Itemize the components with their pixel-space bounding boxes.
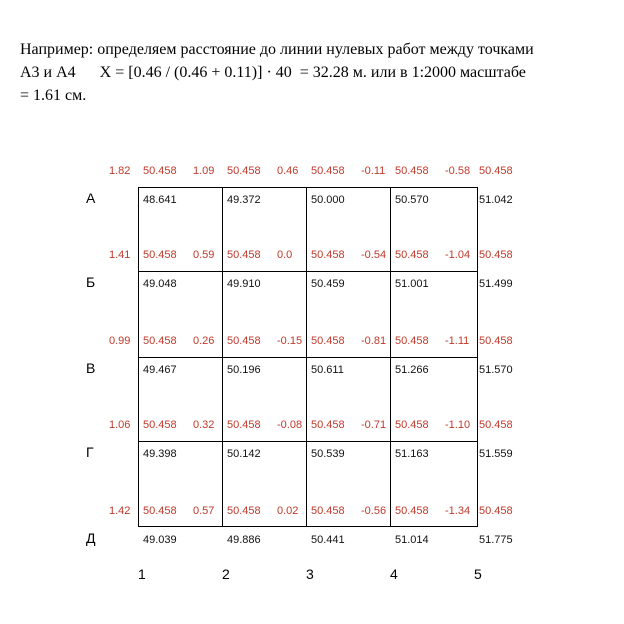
- column-label: 4: [390, 566, 398, 582]
- work-mark: 0.46: [277, 165, 299, 177]
- design-elevation: 50.458: [395, 335, 429, 347]
- ground-mark: 49.886: [227, 534, 261, 546]
- design-elevation: 50.458: [479, 419, 513, 431]
- work-mark: 1.41: [109, 249, 131, 261]
- ground-mark: 51.266: [395, 364, 429, 376]
- ground-mark: 49.467: [143, 364, 177, 376]
- grid-vline: [306, 187, 307, 527]
- design-elevation: 50.458: [143, 249, 177, 261]
- ground-mark: 50.570: [395, 194, 429, 206]
- grid-hline: [138, 357, 478, 358]
- ground-mark: 50.459: [311, 278, 345, 290]
- work-mark: -0.54: [361, 249, 387, 261]
- design-elevation: 50.458: [311, 419, 345, 431]
- design-elevation: 50.458: [479, 335, 513, 347]
- ground-mark: 49.372: [227, 194, 261, 206]
- design-elevation: 50.458: [479, 249, 513, 261]
- work-mark: 1.82: [109, 165, 131, 177]
- design-elevation: 50.458: [311, 335, 345, 347]
- work-mark: 0.02: [277, 505, 299, 517]
- design-elevation: 50.458: [227, 419, 261, 431]
- design-elevation: 50.458: [143, 505, 177, 517]
- design-elevation: 50.458: [227, 165, 261, 177]
- row-label: А: [86, 190, 96, 206]
- design-elevation: 50.458: [143, 165, 177, 177]
- ground-mark: 51.499: [479, 278, 513, 290]
- ground-mark: 50.000: [311, 194, 345, 206]
- ground-mark: 51.775: [479, 534, 513, 546]
- ground-mark: 50.539: [311, 448, 345, 460]
- work-mark: -1.04: [445, 249, 471, 261]
- work-mark: -1.34: [445, 505, 471, 517]
- ground-mark: 49.039: [143, 534, 177, 546]
- work-mark: 0.26: [193, 335, 215, 347]
- ground-mark: 51.570: [479, 364, 513, 376]
- column-label: 5: [474, 566, 482, 582]
- work-mark: -0.08: [277, 419, 303, 431]
- ground-mark: 48.641: [143, 194, 177, 206]
- design-elevation: 50.458: [227, 249, 261, 261]
- row-label: Г: [86, 444, 94, 460]
- work-mark: 1.09: [193, 165, 215, 177]
- header-line-3: = 1.61 см.: [20, 87, 87, 104]
- work-mark: -0.56: [361, 505, 387, 517]
- ground-mark: 50.142: [227, 448, 261, 460]
- work-mark: -0.15: [277, 335, 303, 347]
- column-label: 3: [306, 566, 314, 582]
- grid-hline: [138, 271, 478, 272]
- ground-mark: 50.441: [311, 534, 345, 546]
- design-elevation: 50.458: [395, 249, 429, 261]
- design-elevation: 50.458: [143, 419, 177, 431]
- header-line-1: Например: определяем расстояние до линии нулевых работ между точками: [20, 41, 534, 58]
- ground-mark: 50.611: [311, 364, 344, 376]
- row-label: Б: [86, 274, 96, 290]
- work-mark: 0.57: [193, 505, 215, 517]
- work-mark: -0.81: [361, 335, 387, 347]
- column-label: 1: [138, 566, 146, 582]
- work-mark: -1.11: [445, 335, 470, 347]
- ground-mark: 49.398: [143, 448, 177, 460]
- design-elevation: 50.458: [311, 505, 345, 517]
- ground-mark: 51.559: [479, 448, 513, 460]
- work-mark: 0.99: [109, 335, 131, 347]
- work-mark: -0.11: [361, 165, 386, 177]
- design-elevation: 50.458: [311, 165, 345, 177]
- design-elevation: 50.458: [479, 165, 513, 177]
- work-mark: 0.32: [193, 419, 215, 431]
- ground-mark: 49.048: [143, 278, 177, 290]
- header-line-2: А3 и А4 X = [0.46 / (0.46 + 0.11)] · 40 = 32.28 м. или в 1:2000 масштабе: [20, 64, 526, 81]
- ground-mark: 50.196: [227, 364, 261, 376]
- work-mark: -0.71: [361, 419, 387, 431]
- work-mark: -1.10: [445, 419, 471, 431]
- ground-mark: 51.042: [479, 194, 513, 206]
- grid-vline: [390, 187, 391, 527]
- grid-hline: [138, 441, 478, 442]
- ground-mark: 51.014: [395, 534, 429, 546]
- row-label: В: [86, 360, 96, 376]
- design-elevation: 50.458: [395, 419, 429, 431]
- column-label: 2: [222, 566, 230, 582]
- ground-mark: 51.163: [395, 448, 429, 460]
- work-mark: 0.0: [277, 249, 293, 261]
- ground-mark: 51.001: [395, 278, 429, 290]
- work-mark: 1.06: [109, 419, 131, 431]
- design-elevation: 50.458: [479, 505, 513, 517]
- row-label: Д: [86, 530, 96, 546]
- design-elevation: 50.458: [227, 335, 261, 347]
- design-elevation: 50.458: [311, 249, 345, 261]
- work-mark: 1.42: [109, 505, 131, 517]
- design-elevation: 50.458: [395, 505, 429, 517]
- design-elevation: 50.458: [143, 335, 177, 347]
- design-elevation: 50.458: [227, 505, 261, 517]
- work-mark: 0.59: [193, 249, 215, 261]
- design-elevation: 50.458: [395, 165, 429, 177]
- work-mark: -0.58: [445, 165, 471, 177]
- ground-mark: 49.910: [227, 278, 261, 290]
- header-text: [20, 38, 620, 107]
